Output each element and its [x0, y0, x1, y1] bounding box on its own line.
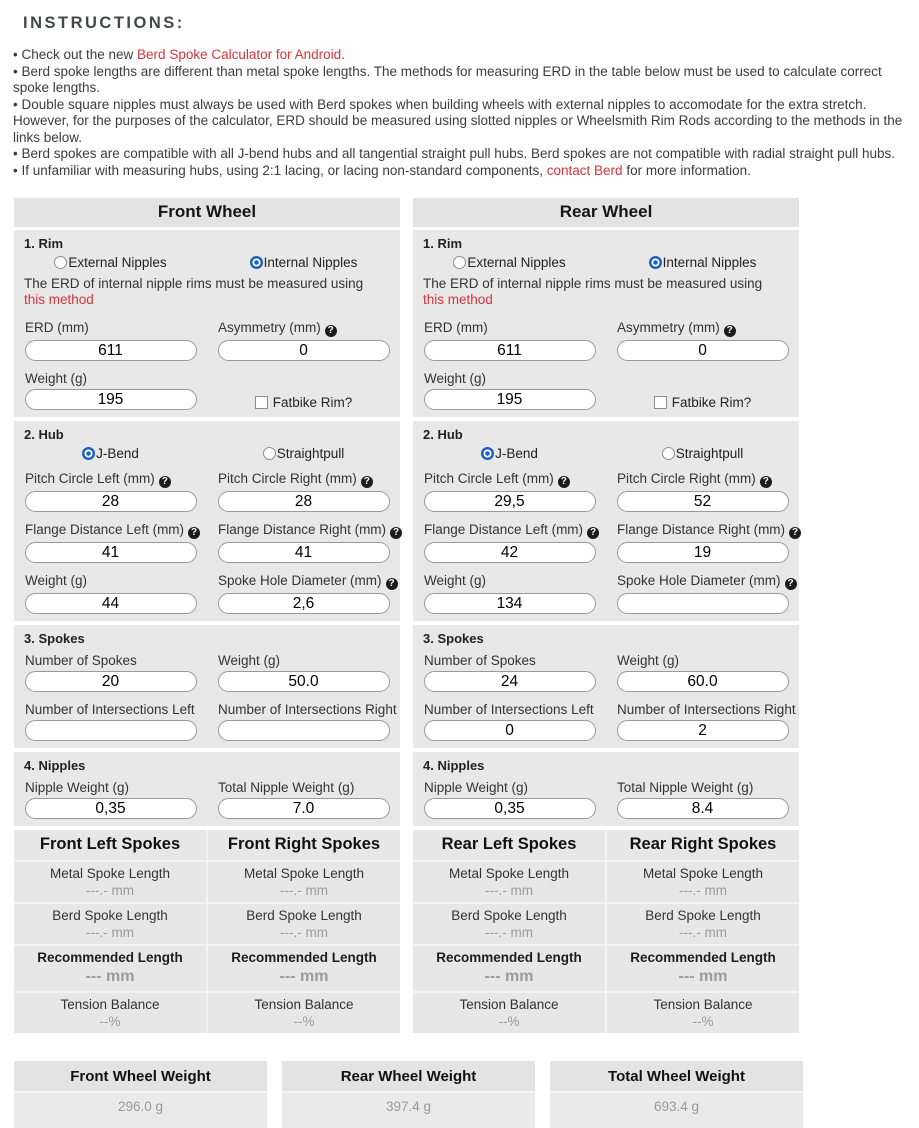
berd-spoke-length-label: Berd Spoke Length: [451, 908, 567, 923]
front-pitch-circle-right-label: Pitch Circle Right (mm): [218, 471, 357, 486]
front-nipples-section-title: 4. Nipples: [24, 758, 86, 773]
rear-spokes-weight-input[interactable]: [617, 671, 789, 692]
help-icon[interactable]: [724, 325, 736, 337]
tension-balance-label: Tension Balance: [459, 997, 559, 1012]
metal-spoke-length-label: Metal Spoke Length: [642, 866, 764, 881]
berd-spoke-length-value: ---.- mm: [280, 925, 328, 940]
front-flange-distance-left-input[interactable]: [25, 542, 197, 563]
radio-unselected-icon[interactable]: [54, 256, 67, 269]
front-hub-weight-label: Weight (g): [25, 573, 88, 588]
front-hub-weight-input[interactable]: [25, 593, 197, 614]
recommended-length-value: --- mm: [85, 968, 135, 985]
berd-spoke-length-label: Berd Spoke Length: [52, 908, 168, 923]
rear-erd-label: ERD (mm): [424, 320, 488, 335]
front-spoke-hole-diameter-input[interactable]: [218, 593, 390, 614]
tension-balance-value: --%: [692, 1014, 714, 1029]
rear-intersections-right-input[interactable]: [617, 720, 789, 741]
instruction-bullet: • Double square nipples must always be used with Berd spokes when building wheels with external nipples to accomodate for the extra stretch. However, for the purposes of the calculator, ERD should be measured using slotted nipples or Wheelsmith Rim Rods according to the methods in the links below.: [13, 96, 903, 145]
front-nipples-section: [14, 752, 400, 826]
wheel-panels: [14, 198, 909, 1033]
results-title: Rear Right Spokes: [629, 835, 777, 853]
total-wheel-weight-box: [550, 1061, 803, 1128]
rear-rim-weight-input[interactable]: [424, 389, 596, 410]
rear-wheel-title: Rear Wheel: [413, 198, 799, 227]
radio-unselected-icon[interactable]: [662, 447, 675, 460]
radio-unselected-icon[interactable]: [263, 447, 276, 460]
front-jbend-radio[interactable]: [14, 446, 207, 461]
front-pitch-circle-right-input[interactable]: [218, 491, 390, 512]
rear-hub-weight-input[interactable]: [424, 593, 596, 614]
front-intersections-right-input[interactable]: [218, 720, 390, 741]
front-rim-weight-input[interactable]: [25, 389, 197, 410]
front-straightpull-radio[interactable]: [207, 446, 400, 461]
rear-spoke-hole-diameter-label: Spoke Hole Diameter (mm): [617, 573, 781, 588]
recommended-length-value: --- mm: [279, 968, 329, 985]
front-erd-label: ERD (mm): [25, 320, 89, 335]
front-spokes-weight-label: Weight (g): [218, 653, 281, 668]
metal-spoke-length-value: ---.- mm: [485, 883, 533, 898]
front-total-nipple-weight-label: Total Nipple Weight (g): [218, 780, 355, 795]
rear-total-nipple-weight-input[interactable]: [617, 798, 789, 819]
tension-balance-label: Tension Balance: [653, 997, 753, 1012]
rear-flange-distance-left-input[interactable]: [424, 542, 596, 563]
front-right-spokes-results: [206, 830, 400, 1033]
rear-rim-section: [413, 230, 799, 417]
front-flange-distance-left-label: Flange Distance Left (mm): [25, 522, 185, 537]
rear-pitch-circle-right-input[interactable]: [617, 491, 789, 512]
help-icon[interactable]: [386, 578, 398, 590]
recommended-length-label: Recommended Length: [231, 950, 377, 965]
rear-jbend-label: J-Bend: [495, 446, 538, 461]
rear-straightpull-radio[interactable]: [606, 446, 799, 461]
rear-external-nipples-label: External Nipples: [467, 255, 566, 270]
front-intersections-left-input[interactable]: [25, 720, 197, 741]
front-asymmetry-input[interactable]: [218, 340, 390, 361]
rear-pitch-circle-left-input[interactable]: [424, 491, 596, 512]
rear-flange-distance-left-label: Flange Distance Left (mm): [424, 522, 584, 537]
metal-spoke-length-value: ---.- mm: [679, 883, 727, 898]
front-spoke-hole-diameter-label: Spoke Hole Diameter (mm): [218, 573, 382, 588]
metal-spoke-length-label: Metal Spoke Length: [49, 866, 171, 881]
front-wheel-panel: [14, 198, 400, 1033]
front-this-method-link[interactable]: this method: [24, 292, 94, 307]
help-icon[interactable]: [789, 527, 801, 539]
radio-unselected-icon[interactable]: [453, 256, 466, 269]
recommended-length-label: Recommended Length: [436, 950, 582, 965]
front-wheel-title: Front Wheel: [14, 198, 400, 227]
front-intersections-left-label: Number of Intersections Left: [25, 702, 195, 717]
rear-left-spokes-results: [413, 830, 605, 1033]
help-icon[interactable]: [785, 578, 797, 590]
instruction-bullet: • If unfamiliar with measuring hubs, using 2:1 lacing, or lacing non-standard components, contact Berd for more information.: [13, 162, 751, 178]
front-spokes-weight-input[interactable]: [218, 671, 390, 692]
checkbox-icon[interactable]: [654, 396, 667, 409]
rear-intersections-left-label: Number of Intersections Left: [424, 702, 594, 717]
help-icon[interactable]: [361, 476, 373, 488]
berd-spoke-length-value: ---.- mm: [485, 925, 533, 940]
front-wheel-weight-box: [14, 1061, 267, 1128]
front-wheel-weight-title: Front Wheel Weight: [14, 1061, 267, 1093]
help-icon[interactable]: [325, 325, 337, 337]
rear-spokes-section: [413, 625, 799, 748]
metal-spoke-length-value: ---.- mm: [280, 883, 328, 898]
help-icon[interactable]: [587, 527, 599, 539]
metal-spoke-length-label: Metal Spoke Length: [448, 866, 570, 881]
instruction-bullet: • Berd spoke lengths are different than metal spoke lengths. The methods for measuring ERD in the table below must be used to calculate correct spoke lengths.: [13, 63, 882, 95]
recommended-length-label: Recommended Length: [630, 950, 776, 965]
rear-wheel-weight-title: Rear Wheel Weight: [282, 1061, 535, 1093]
android-calculator-link[interactable]: Berd Spoke Calculator for Android: [137, 47, 342, 62]
metal-spoke-length-value: ---.- mm: [86, 883, 134, 898]
front-rim-section: [14, 230, 400, 417]
rear-nipple-weight-label: Nipple Weight (g): [424, 780, 529, 795]
front-intersections-right-label: Number of Intersections Right: [218, 702, 397, 717]
rear-straightpull-label: Straightpull: [675, 446, 744, 461]
rear-spoke-hole-diameter-input[interactable]: [617, 593, 789, 614]
rear-results-section: [413, 830, 799, 1033]
front-internal-nipples-radio[interactable]: [207, 255, 400, 270]
rear-intersections-right-label: Number of Intersections Right: [617, 702, 796, 717]
front-external-nipples-label: External Nipples: [68, 255, 167, 270]
front-wheel-weight-value: 296.0 g: [14, 1093, 267, 1128]
front-spokes-section-title: 3. Spokes: [24, 631, 85, 646]
tension-balance-label: Tension Balance: [254, 997, 354, 1012]
front-straightpull-label: Straightpull: [276, 446, 345, 461]
help-icon[interactable]: [390, 527, 402, 539]
rear-flange-distance-right-input[interactable]: [617, 542, 789, 563]
radio-selected-icon[interactable]: [250, 256, 263, 269]
front-rim-note: The ERD of internal nipple rims must be measured using: [24, 276, 364, 291]
rear-asymmetry-input[interactable]: [617, 340, 789, 361]
spoke-calculator-page: [0, 14, 919, 1128]
rear-wheel-weight-value: 397.4 g: [282, 1093, 535, 1128]
instructions-list: [13, 47, 912, 179]
front-number-of-spokes-label: Number of Spokes: [25, 653, 137, 668]
berd-spoke-length-label: Berd Spoke Length: [246, 908, 362, 923]
rear-spokes-section-title: 3. Spokes: [423, 631, 484, 646]
front-rim-weight-label: Weight (g): [25, 371, 88, 386]
front-results-section: [14, 830, 400, 1033]
instruction-bullet: • Check out the new Berd Spoke Calculator for Android.: [13, 47, 345, 62]
front-jbend-label: J-Bend: [96, 446, 139, 461]
rear-external-nipples-radio[interactable]: [413, 255, 606, 270]
total-wheel-weight-title: Total Wheel Weight: [550, 1061, 803, 1093]
rear-number-of-spokes-label: Number of Spokes: [424, 653, 536, 668]
rear-nipples-section-title: 4. Nipples: [423, 758, 485, 773]
results-title: Front Right Spokes: [227, 835, 381, 853]
rear-internal-nipples-label: Internal Nipples: [662, 255, 757, 270]
checkbox-icon[interactable]: [255, 396, 268, 409]
front-fatbike-checkbox[interactable]: [207, 388, 400, 413]
front-rim-section-title: 1. Rim: [24, 236, 64, 251]
rear-hub-section-title: 2. Hub: [423, 427, 463, 442]
front-pitch-circle-left-label: Pitch Circle Left (mm): [25, 471, 155, 486]
results-title: Rear Left Spokes: [441, 835, 577, 853]
recommended-length-value: --- mm: [484, 968, 534, 985]
rear-rim-weight-label: Weight (g): [424, 371, 487, 386]
rear-right-spokes-results: [605, 830, 799, 1033]
rear-fatbike-checkbox[interactable]: [606, 388, 799, 413]
tension-balance-label: Tension Balance: [60, 997, 160, 1012]
radio-selected-icon[interactable]: [82, 447, 95, 460]
help-icon[interactable]: [558, 476, 570, 488]
front-number-of-spokes-input[interactable]: [25, 671, 197, 692]
front-flange-distance-right-input[interactable]: [218, 542, 390, 563]
rear-internal-nipples-radio[interactable]: [606, 255, 799, 270]
rear-wheel-panel: [413, 198, 799, 1033]
rear-wheel-weight-box: [282, 1061, 535, 1128]
front-hub-section-title: 2. Hub: [24, 427, 64, 442]
help-icon[interactable]: [188, 527, 200, 539]
front-erd-input[interactable]: [25, 340, 197, 361]
rear-intersections-left-input[interactable]: [424, 720, 596, 741]
rear-spokes-weight-label: Weight (g): [617, 653, 680, 668]
tension-balance-value: --%: [293, 1014, 315, 1029]
rear-this-method-link[interactable]: this method: [423, 292, 493, 307]
rear-flange-distance-right-label: Flange Distance Right (mm): [617, 522, 786, 537]
front-internal-nipples-label: Internal Nipples: [263, 255, 358, 270]
radio-selected-icon[interactable]: [481, 447, 494, 460]
contact-berd-link[interactable]: contact Berd: [546, 162, 623, 178]
front-asymmetry-label: Asymmetry (mm): [218, 320, 321, 335]
front-total-nipple-weight-input[interactable]: [218, 798, 390, 819]
rear-pitch-circle-left-label: Pitch Circle Left (mm): [424, 471, 554, 486]
berd-spoke-length-value: ---.- mm: [86, 925, 134, 940]
rear-nipple-weight-input[interactable]: [424, 798, 596, 819]
front-spokes-section: [14, 625, 400, 748]
radio-selected-icon[interactable]: [649, 256, 662, 269]
results-title: Front Left Spokes: [39, 835, 181, 853]
front-hub-section: [14, 421, 400, 621]
rear-pitch-circle-right-label: Pitch Circle Right (mm): [617, 471, 756, 486]
berd-spoke-length-label: Berd Spoke Length: [645, 908, 761, 923]
front-fatbike-label: Fatbike Rim?: [272, 395, 353, 410]
front-flange-distance-right-label: Flange Distance Right (mm): [218, 522, 387, 537]
metal-spoke-length-label: Metal Spoke Length: [243, 866, 365, 881]
page-title: INSTRUCTIONS:: [23, 14, 185, 32]
tension-balance-value: --%: [498, 1014, 520, 1029]
rear-total-nipple-weight-label: Total Nipple Weight (g): [617, 780, 754, 795]
rear-nipples-section: [413, 752, 799, 826]
rear-hub-weight-label: Weight (g): [424, 573, 487, 588]
total-wheel-weight-value: 693.4 g: [550, 1093, 803, 1128]
weight-summary: [14, 1061, 909, 1128]
front-nipple-weight-label: Nipple Weight (g): [25, 780, 130, 795]
help-icon[interactable]: [760, 476, 772, 488]
front-pitch-circle-left-input[interactable]: [25, 491, 197, 512]
rear-asymmetry-label: Asymmetry (mm): [617, 320, 720, 335]
recommended-length-label: Recommended Length: [37, 950, 183, 965]
rear-rim-note: The ERD of internal nipple rims must be measured using: [423, 276, 763, 291]
front-left-spokes-results: [14, 830, 206, 1033]
front-nipple-weight-input[interactable]: [25, 798, 197, 819]
rear-fatbike-label: Fatbike Rim?: [671, 395, 752, 410]
berd-spoke-length-value: ---.- mm: [679, 925, 727, 940]
rear-jbend-radio[interactable]: [413, 446, 606, 461]
rear-number-of-spokes-input[interactable]: [424, 671, 596, 692]
rear-erd-input[interactable]: [424, 340, 596, 361]
front-external-nipples-radio[interactable]: [14, 255, 207, 270]
instruction-bullet: • Berd spokes are compatible with all J-bend hubs and all tangential straight pull hubs. Berd spokes are not compatible with radial straight pull hubs.: [13, 146, 895, 161]
help-icon[interactable]: [159, 476, 171, 488]
rear-rim-section-title: 1. Rim: [423, 236, 463, 251]
tension-balance-value: --%: [99, 1014, 121, 1029]
recommended-length-value: --- mm: [678, 968, 728, 985]
rear-hub-section: [413, 421, 799, 621]
